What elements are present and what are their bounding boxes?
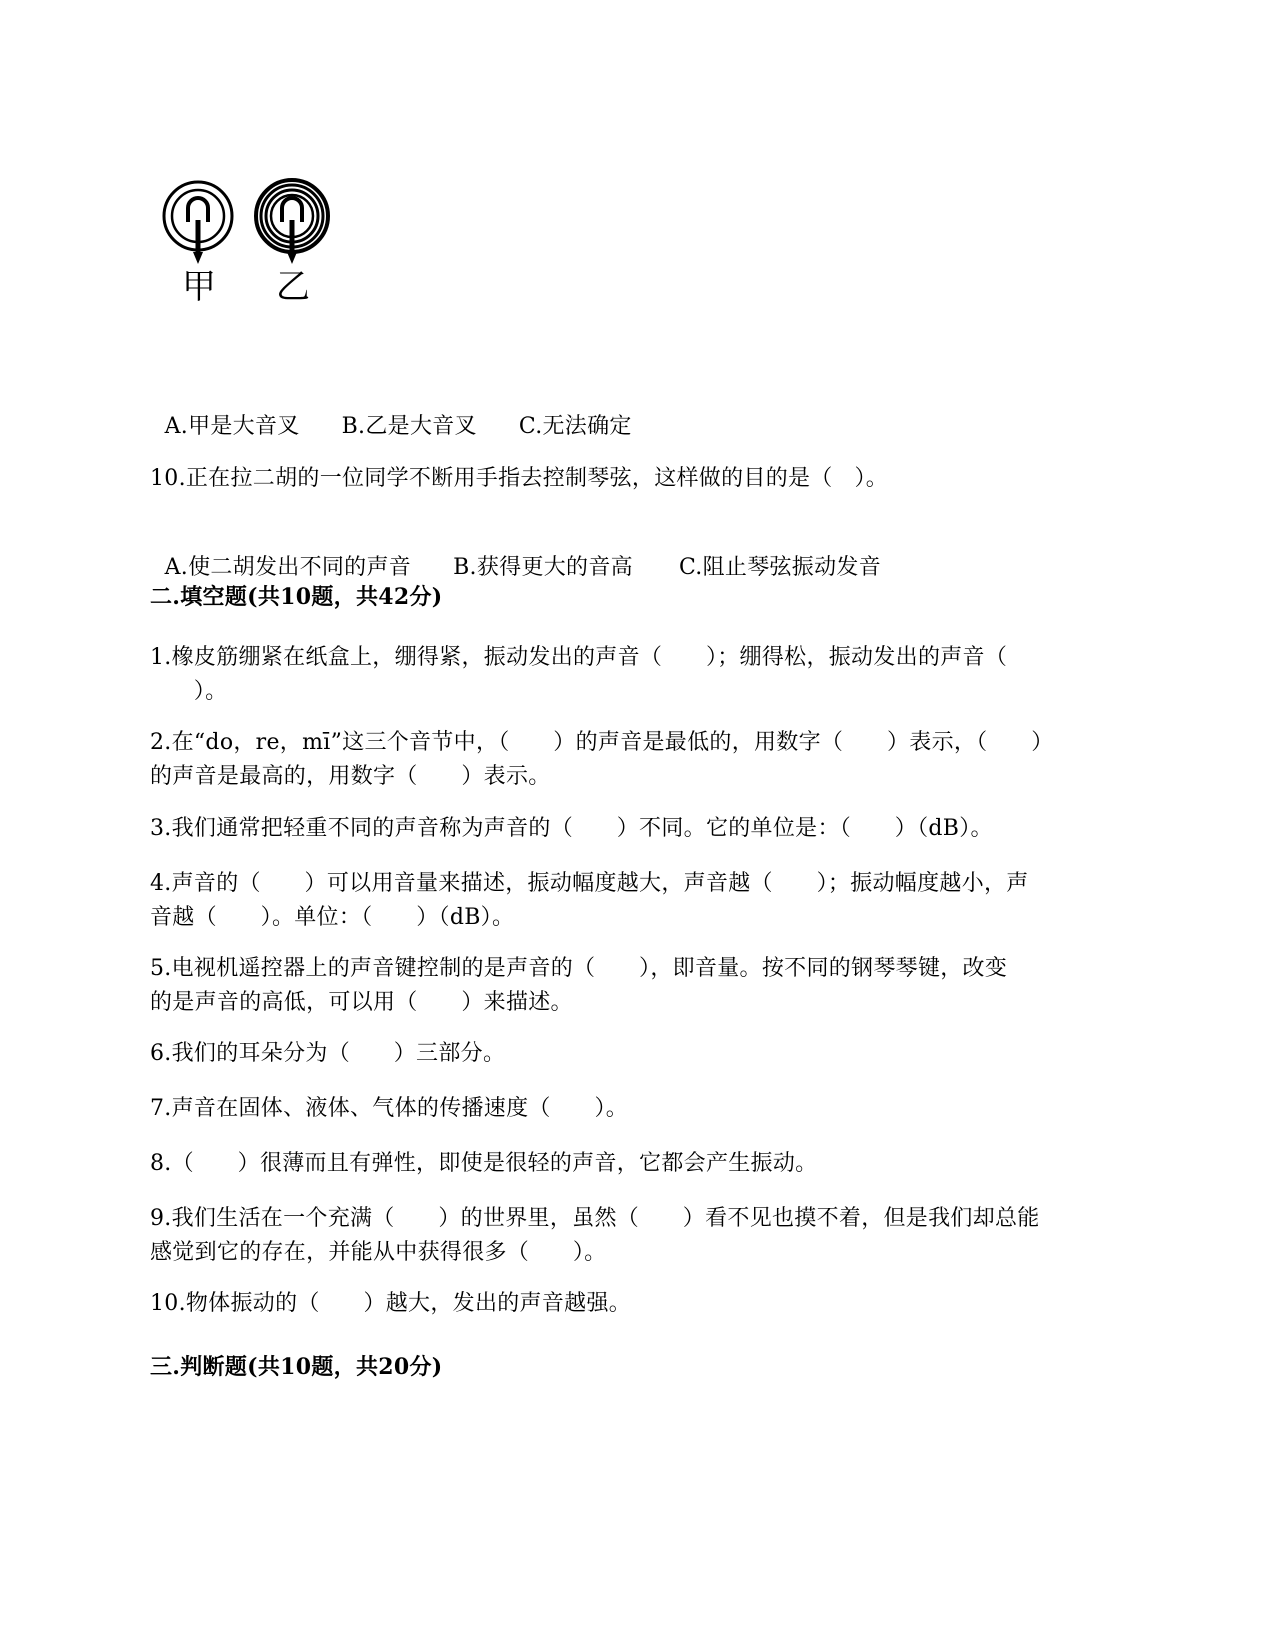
q9-option-b: B.乙是大音叉 (341, 414, 477, 439)
fill-question-9: 9.我们生活在一个充满（ ）的世界里，虽然（ ）看不见也摸不着，但是我们却总能 感觉到它的存在，并能从中获得很多（ ）。 (150, 1206, 1040, 1265)
q9-option-a: A.甲是大音叉 (164, 414, 300, 439)
fill-question-1: 1.橡皮筋绷紧在纸盒上，绷得紧，振动发出的声音（ ）；绷得松，振动发出的声音（ ）。 (150, 645, 1008, 704)
fill-question-4: 4.声音的（ ）可以用音量来描述，振动幅度越大，声音越（ ）；振动幅度越小，声 音越（ ）。单位：（ ）（dB）。 (150, 871, 1029, 930)
tuning-fork-figure (160, 178, 350, 318)
tuning-fork-diagram (160, 178, 350, 268)
q10-options (150, 517, 881, 585)
tuning-fork-a-icon (164, 182, 232, 264)
section2-heading: 二.填空题(共10题，共42分) (150, 584, 443, 610)
fill-question-3: 3.我们通常把轻重不同的声音称为声音的（ ）不同。它的单位是：（ ）（dB）。 (150, 816, 993, 841)
fill-question-7: 7.声音在固体、液体、气体的传播速度（ ）。 (150, 1096, 629, 1121)
figure-label-a: 甲 (182, 267, 216, 307)
q10-text: 10.正在拉二胡的一位同学不断用手指去控制琴弦，这样做的目的是（ ）。 (150, 466, 889, 491)
q9-option-c: C.无法确定 (518, 414, 632, 439)
section3-heading: 三.判断题(共10题，共20分) (150, 1354, 443, 1380)
q10-option-b: B.获得更大的音高 (453, 555, 633, 580)
fill-question-10: 10.物体振动的（ ）越大，发出的声音越强。 (150, 1291, 632, 1316)
fill-question-8: 8.（ ）很薄而且有弹性，即使是很轻的声音，它都会产生振动。 (150, 1151, 818, 1176)
q10-option-a: A.使二胡发出不同的声音 (164, 555, 412, 580)
figure-label-b: 乙 (276, 267, 310, 307)
fill-question-6: 6.我们的耳朵分为（ ）三部分。 (150, 1041, 506, 1066)
q9-options (150, 376, 632, 444)
q10-option-c: C.阻止琴弦振动发音 (678, 555, 881, 580)
fill-question-5: 5.电视机遥控器上的声音键控制的是声音的（ ），即音量。按不同的钢琴琴键，改变 的是声音的高低，可以用（ ）来描述。 (150, 956, 1008, 1015)
fill-question-2: 2.在“do，re，mī”这三个音节中，（ ）的声音是最低的，用数字（ ）表示，（ ） 的声音是最高的，用数字（ ）表示。 (150, 730, 1054, 789)
tuning-fork-b-icon (256, 180, 328, 264)
